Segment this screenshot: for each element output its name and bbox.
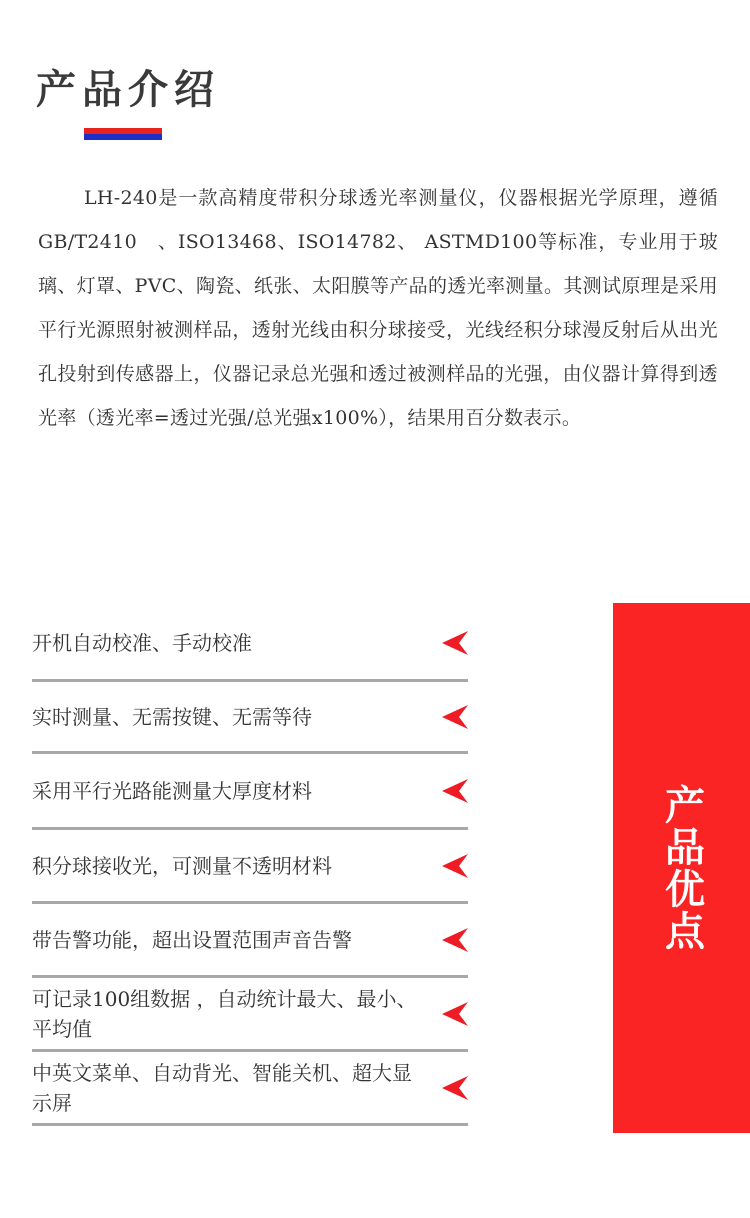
advantages-panel: [613, 603, 750, 1133]
feature-label: 带告警功能，超出设置范围声音告警: [32, 927, 352, 952]
feature-label: 中英文菜单、自动背光、智能关机、超大显示屏: [32, 1060, 412, 1115]
feature-label: 可记录100组数据 ，自动统计最大、最小、平均值: [32, 986, 417, 1041]
left-pointer-icon: [442, 854, 468, 878]
left-pointer-icon: [442, 928, 468, 952]
feature-list: [32, 606, 468, 1126]
left-pointer-icon: [442, 631, 468, 655]
left-pointer-icon: [442, 1002, 468, 1026]
feature-item: [32, 754, 468, 830]
advantages-title: 产品优点: [658, 784, 705, 952]
feature-item: [32, 682, 468, 754]
feature-item: [32, 606, 468, 682]
title-underline-blue: [84, 134, 162, 140]
feature-label: 积分球接收光，可测量不透明材料: [32, 853, 332, 878]
left-pointer-icon: [442, 1076, 468, 1100]
feature-item: [32, 978, 468, 1052]
feature-item: [32, 830, 468, 904]
feature-item: [32, 904, 468, 978]
feature-label: 实时测量、无需按键、无需等待: [32, 704, 312, 729]
left-pointer-icon: [442, 705, 468, 729]
feature-label: 采用平行光路能测量大厚度材料: [32, 778, 312, 803]
page-title: 产品介绍: [36, 67, 220, 113]
left-pointer-icon: [442, 779, 468, 803]
feature-item: [32, 1052, 468, 1126]
feature-label: 开机自动校准、手动校准: [32, 630, 252, 655]
intro-paragraph: LH-240是一款高精度带积分球透光率测量仪，仪器根据光学原理，遵循GB/T2410 、ISO13468、ISO14782、 ASTMD100等标准，专业用于玻璃、灯罩、PVC、陶瓷、纸张、太阳膜等产品的透光率测量。其测试原理是采用平行光源照射被测样品，透射光线由积分球接受，光线经积分球漫反射后从出光孔投射到传感器上，仪器记录总光强和透过被测样品的光强，由仪器计算得到透光率（透光率=透过光强/总光强x100%），结果用百分数表示。: [38, 187, 718, 429]
